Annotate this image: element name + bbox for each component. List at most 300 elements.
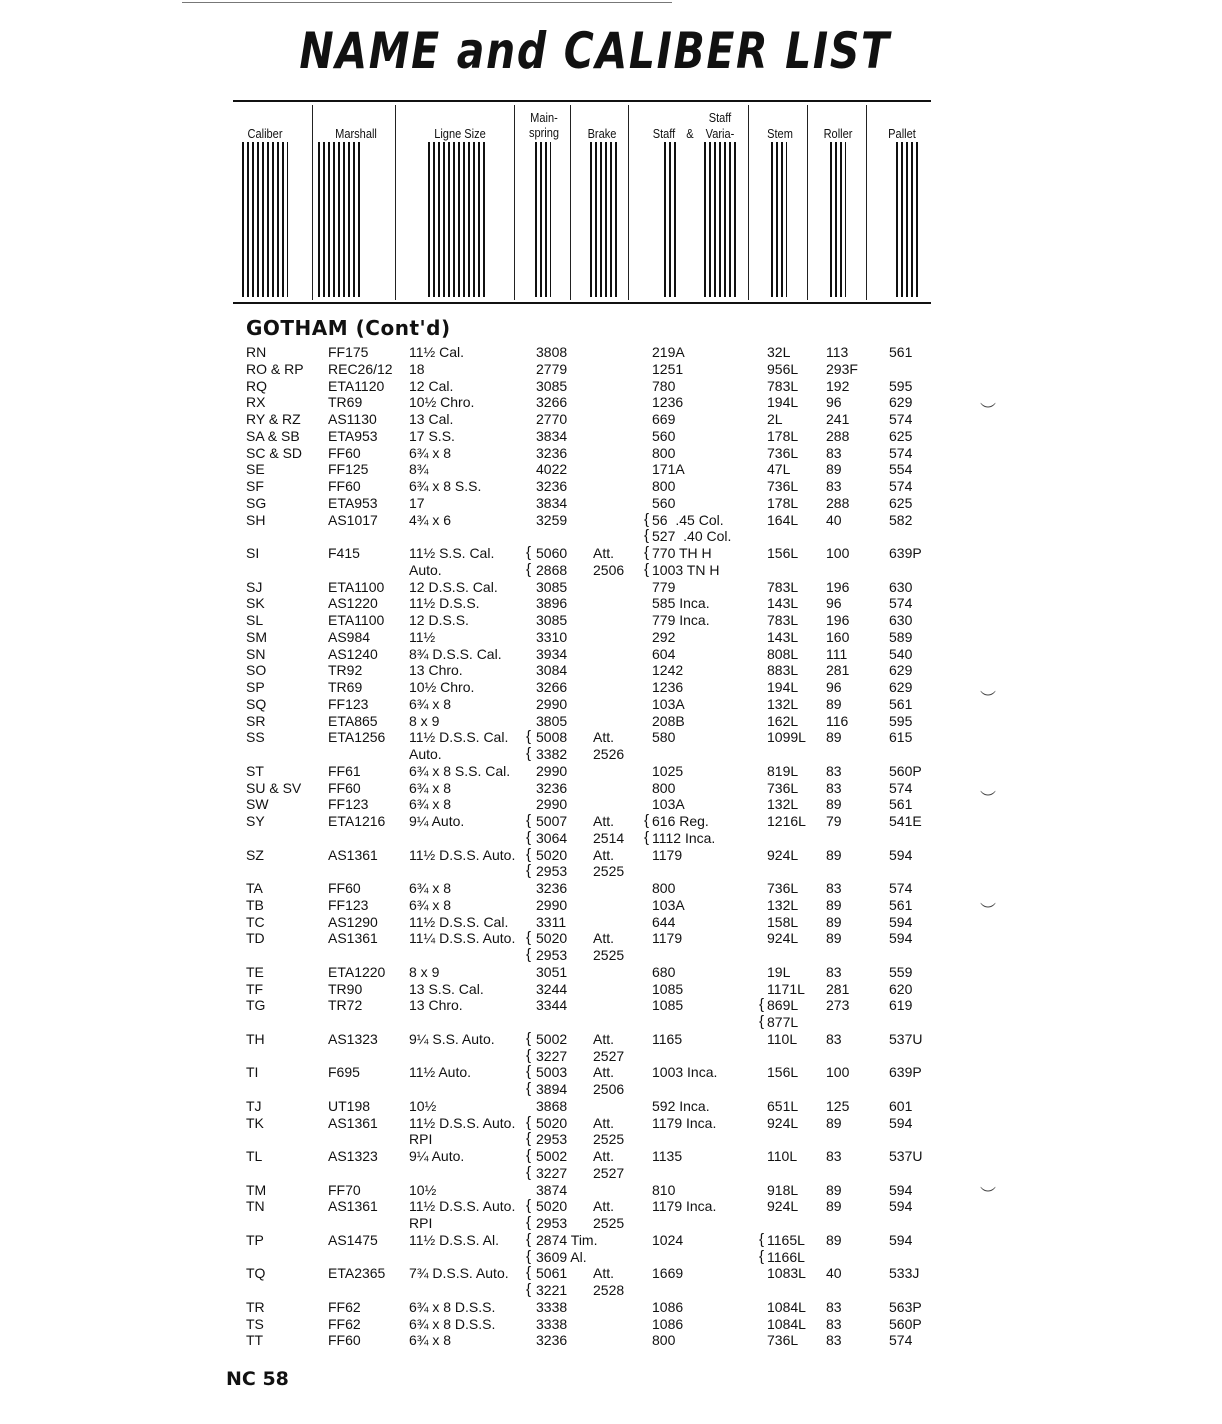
- marshall-cell: FF123: [328, 796, 369, 813]
- caliber-cell: TT: [246, 1332, 264, 1349]
- table-row: [0, 1215, 1222, 1232]
- mainspring-cell: 5007: [536, 813, 568, 829]
- mainspring-cell: 3244: [536, 980, 568, 997]
- caliber-cell: RQ: [246, 377, 267, 394]
- stem-cell: 1084L: [767, 1298, 806, 1315]
- page-number: NC 58: [226, 1368, 289, 1390]
- roller-cell: 100: [826, 1064, 850, 1081]
- ligne-size-cell: Auto.: [409, 746, 442, 762]
- brake-cell: Att.: [593, 1265, 615, 1282]
- staff-cell: 604: [652, 645, 676, 662]
- pallet-cell: 537U: [889, 1030, 923, 1047]
- staff-cell: 103A: [652, 796, 685, 813]
- ligne-size-cell: 17: [409, 494, 425, 511]
- marshall-cell: F695: [328, 1064, 360, 1081]
- header-caliber: Caliber: [247, 126, 283, 141]
- marshall-cell: ETA865: [328, 712, 378, 729]
- table-row: [0, 629, 1222, 646]
- stem-cell: 132L: [767, 695, 799, 712]
- ligne-size-cell: 11¼ D.S.S. Auto.: [409, 930, 516, 947]
- stem-cell: 736L: [767, 478, 799, 494]
- table-row: [0, 863, 1222, 880]
- table-row: [0, 545, 1222, 562]
- pallet-cell: 625: [889, 494, 913, 511]
- pallet-cell: 574: [889, 595, 913, 612]
- marshall-cell: FF70: [328, 1181, 361, 1198]
- table-row: [0, 1131, 1222, 1148]
- marshall-cell: ETA1100: [328, 578, 385, 595]
- brake-cell: Att.: [593, 1198, 615, 1215]
- pallet-cell: 574: [889, 779, 913, 796]
- caliber-cell: RY & RZ: [246, 411, 301, 427]
- stem-cell: 808L: [767, 645, 799, 662]
- mainspring-cell: 3894: [536, 1081, 568, 1097]
- marshall-cell: AS1130: [328, 411, 377, 427]
- mainspring-cell: 5002: [536, 1030, 568, 1047]
- brace-mark: {: [526, 544, 532, 561]
- marshall-cell: ETA2365: [328, 1265, 386, 1282]
- caliber-cell: TS: [246, 1315, 264, 1332]
- pallet-cell: 630: [889, 578, 913, 595]
- stem-cell: 869L: [767, 997, 799, 1014]
- table-row: [0, 579, 1222, 596]
- brace-mark: {: [526, 1197, 532, 1215]
- brake-cell: Att.: [593, 846, 615, 863]
- marshall-cell: TR72: [328, 997, 363, 1014]
- stem-cell: 162L: [767, 712, 799, 729]
- mainspring-cell: 2770: [536, 411, 568, 427]
- table-row: [0, 411, 1222, 428]
- roller-cell: 89: [826, 461, 842, 478]
- brace-mark: {: [526, 1281, 532, 1298]
- marshall-cell: ETA1120: [328, 377, 385, 394]
- brace-mark: {: [759, 1230, 765, 1248]
- mainspring-cell: 2953: [536, 947, 568, 963]
- brake-cell: 2528: [593, 1282, 625, 1298]
- column-separator: [395, 105, 396, 300]
- mainspring-cell: 3051: [536, 963, 568, 980]
- table-row: [0, 696, 1222, 713]
- mainspring-cell: 2990: [536, 762, 568, 779]
- header-variations-sub: [704, 142, 736, 297]
- brace-mark: {: [759, 996, 765, 1014]
- table-row: [0, 947, 1222, 964]
- roller-cell: 83: [826, 963, 842, 980]
- mainspring-cell: 3085: [536, 377, 568, 394]
- mainspring-cell: 5020: [536, 1198, 568, 1215]
- caliber-cell: SO: [246, 662, 267, 679]
- pallet-cell: 574: [889, 444, 913, 461]
- ligne-size-cell: 10½ Chro.: [409, 679, 475, 695]
- table-row: [0, 997, 1222, 1014]
- caliber-cell: TA: [246, 880, 263, 896]
- brake-cell: 2525: [593, 1215, 625, 1231]
- table-row: [0, 1182, 1222, 1199]
- table-row: [0, 1014, 1222, 1031]
- caliber-cell: SU & SV: [246, 779, 302, 796]
- mainspring-cell: 5020: [536, 930, 568, 947]
- roller-cell: 89: [826, 930, 842, 947]
- ligne-size-cell: 6¾ x 8 D.S.S.: [409, 1315, 496, 1332]
- caliber-cell: SI: [246, 545, 260, 561]
- header-marshall: Marshall: [335, 126, 377, 141]
- ligne-size-cell: RPI: [409, 1131, 433, 1148]
- pallet-cell: 537U: [889, 1148, 923, 1164]
- stem-cell: 110L: [767, 1030, 798, 1047]
- marshall-cell: F415: [328, 545, 360, 561]
- marshall-cell: FF61: [328, 762, 361, 779]
- marshall-cell: FF60: [328, 779, 361, 796]
- marshall-cell: FF60: [328, 1332, 361, 1349]
- roller-cell: 89: [826, 729, 842, 746]
- roller-cell: 79: [826, 813, 842, 829]
- staff-cell: 585 Inca.: [652, 595, 710, 612]
- ligne-size-cell: 11½ D.S.S. Cal.: [409, 913, 509, 930]
- mainspring-cell: 3227: [536, 1047, 568, 1064]
- table-row: [0, 1299, 1222, 1316]
- header-variations: Varia-: [705, 126, 735, 141]
- caliber-cell: TJ: [246, 1097, 262, 1114]
- table-row: [0, 930, 1222, 947]
- marshall-cell: ETA1256: [328, 729, 386, 746]
- brace-mark: {: [526, 1113, 532, 1131]
- table-row: [0, 1282, 1222, 1299]
- staff-cell: 1003 Inca.: [652, 1064, 718, 1081]
- top-rule: [182, 2, 672, 3]
- mainspring-cell: 3311: [536, 913, 567, 930]
- stem-cell: 32L: [767, 344, 791, 360]
- margin-mark: ︶: [980, 903, 997, 920]
- table-row: [0, 528, 1222, 545]
- pallet-cell: 559: [889, 963, 913, 980]
- staff-cell: 810: [652, 1181, 676, 1198]
- marshall-cell: ETA953: [328, 494, 378, 511]
- caliber-cell: SR: [246, 712, 266, 729]
- caliber-cell: RX: [246, 394, 266, 411]
- ligne-size-cell: RPI: [409, 1215, 433, 1231]
- ligne-size-cell: 12 Cal.: [409, 377, 454, 394]
- ligne-size-cell: 9¼ S.S. Auto.: [409, 1030, 495, 1047]
- mainspring-cell: 3266: [536, 394, 568, 411]
- brace-mark: {: [526, 1130, 532, 1148]
- margin-mark: ︶: [980, 403, 997, 420]
- table-row: [0, 964, 1222, 981]
- mainspring-cell: 3064: [536, 829, 568, 846]
- mainspring-cell: 5061: [536, 1265, 568, 1282]
- stem-cell: 1099L: [767, 729, 806, 746]
- ligne-size-cell: 11½ D.S.S. Al.: [409, 1231, 500, 1248]
- roller-cell: 288: [826, 427, 850, 444]
- mainspring-cell: 3236: [536, 478, 568, 494]
- table-row: [0, 1249, 1222, 1266]
- caliber-cell: SN: [246, 645, 266, 662]
- staff-cell: 1179: [652, 930, 683, 947]
- staff-cell: 56 .45 Col.: [652, 511, 724, 528]
- marshall-cell: FF62: [328, 1315, 361, 1332]
- brace-mark: {: [526, 828, 532, 846]
- ligne-size-cell: 12 D.S.S. Cal.: [409, 578, 498, 595]
- header-roller: Roller: [823, 126, 853, 141]
- roller-cell: 89: [826, 913, 842, 930]
- brake-cell: 2527: [593, 1047, 625, 1064]
- mainspring-cell: 2953: [536, 1215, 568, 1231]
- stem-cell: 143L: [767, 595, 799, 612]
- ligne-size-cell: 9¼ Auto.: [409, 813, 465, 829]
- staff-cell: 779: [652, 578, 676, 595]
- caliber-cell: TN: [246, 1198, 265, 1215]
- ligne-size-cell: 6¾ x 8: [409, 880, 452, 896]
- mainspring-cell: 3236: [536, 444, 568, 461]
- caliber-cell: TC: [246, 913, 265, 930]
- marshall-cell: FF125: [328, 461, 369, 478]
- caliber-cell: SG: [246, 494, 267, 511]
- staff-cell: 770 TH H: [652, 545, 712, 561]
- marshall-cell: REC26/12: [328, 360, 393, 377]
- pallet-cell: 595: [889, 377, 913, 394]
- stem-cell: 156L: [767, 1064, 799, 1081]
- table-row: [0, 1165, 1222, 1182]
- table-row: [0, 512, 1222, 529]
- staff-cell: 644: [652, 913, 676, 930]
- brace-mark: {: [526, 845, 532, 863]
- pallet-cell: 594: [889, 930, 913, 947]
- table-row: [0, 344, 1222, 361]
- roller-cell: 40: [826, 1265, 842, 1282]
- brace-mark: {: [644, 544, 650, 561]
- stem-cell: 736L: [767, 1332, 799, 1349]
- stem-cell: 736L: [767, 444, 799, 461]
- staff-cell: 1085: [652, 997, 684, 1014]
- brake-cell: Att.: [593, 1114, 615, 1131]
- table-row: [0, 847, 1222, 864]
- stem-cell: 924L: [767, 1198, 799, 1215]
- mainspring-cell: 3310: [536, 628, 568, 645]
- mainspring-cell: 3084: [536, 662, 568, 679]
- staff-cell: 1669: [652, 1265, 684, 1282]
- pallet-cell: 629: [889, 394, 913, 411]
- mainspring-cell: 2990: [536, 695, 568, 712]
- stem-cell: 1165L: [767, 1231, 805, 1248]
- brake-cell: Att.: [593, 1064, 615, 1081]
- brace-mark: {: [526, 1163, 532, 1181]
- marshall-cell: FF123: [328, 896, 369, 913]
- header-stem: Stem: [767, 126, 793, 141]
- staff-cell: 1242: [652, 662, 684, 679]
- brace-mark: {: [526, 1214, 532, 1231]
- roller-cell: 293F: [826, 360, 858, 377]
- marshall-cell: AS1240: [328, 645, 378, 662]
- marshall-cell: ETA953: [328, 427, 378, 444]
- pallet-cell: 615: [889, 729, 913, 746]
- stem-cell: 819L: [767, 762, 799, 779]
- stem-cell: 1171L: [767, 980, 805, 997]
- mainspring-cell: 2874 Tim.: [536, 1231, 598, 1248]
- mainspring-cell: 5003: [536, 1064, 568, 1081]
- pallet-cell: 540: [889, 645, 913, 662]
- stem-cell: 194L: [767, 679, 799, 695]
- table-row: [0, 1031, 1222, 1048]
- stem-cell: 164L: [767, 511, 799, 528]
- brake-cell: Att.: [593, 930, 615, 947]
- stem-cell: 736L: [767, 880, 799, 896]
- brake-cell: 2506: [593, 1081, 625, 1097]
- ligne-size-cell: 8 x 9: [409, 963, 440, 980]
- mainspring-cell: 2990: [536, 896, 568, 913]
- mainspring-cell: 4022: [536, 461, 568, 478]
- pallet-cell: 594: [889, 1181, 913, 1198]
- column-separator: [866, 105, 867, 300]
- marshall-cell: TR69: [328, 679, 363, 695]
- brace-mark: {: [526, 929, 532, 947]
- brake-cell: 2514: [593, 829, 625, 846]
- ligne-size-cell: 11½ D.S.S. Auto.: [409, 1198, 516, 1215]
- roller-cell: 83: [826, 1298, 842, 1315]
- mainspring-cell: 2779: [536, 360, 568, 377]
- staff-cell: 1086: [652, 1315, 684, 1332]
- staff-cell: 1179 Inca.: [652, 1114, 717, 1131]
- pallet-cell: 639P: [889, 1064, 922, 1081]
- staff-cell: 780: [652, 377, 676, 394]
- ligne-size-cell: 11½ S.S. Cal.: [409, 545, 495, 561]
- brace-mark: {: [526, 1080, 532, 1097]
- stem-cell: 924L: [767, 846, 799, 863]
- roller-cell: 83: [826, 880, 842, 896]
- roller-cell: 113: [826, 344, 849, 360]
- caliber-cell: SH: [246, 511, 266, 528]
- stem-cell: 178L: [767, 427, 799, 444]
- caliber-cell: TB: [246, 896, 264, 913]
- marshall-cell: FF60: [328, 880, 361, 896]
- brake-cell: 2526: [593, 746, 625, 762]
- stem-cell: 143L: [767, 628, 799, 645]
- staff-cell: 527 .40 Col.: [652, 528, 732, 545]
- mainspring-cell: 3227: [536, 1164, 568, 1181]
- table-row: [0, 780, 1222, 797]
- roller-cell: 192: [826, 377, 850, 394]
- ligne-size-cell: 8¾: [409, 461, 429, 478]
- brake-cell: Att.: [593, 545, 615, 561]
- margin-mark: ︶: [980, 791, 997, 808]
- marshall-cell: AS1361: [328, 846, 378, 863]
- roller-cell: 89: [826, 1198, 842, 1215]
- stem-cell: 1216L: [767, 813, 806, 829]
- roller-cell: 116: [826, 712, 849, 729]
- brace-mark: {: [759, 1247, 765, 1265]
- margin-mark: ︶: [980, 691, 997, 708]
- pallet-cell: 560P: [889, 1315, 922, 1332]
- stem-cell: 883L: [767, 662, 799, 679]
- stem-cell: 783L: [767, 612, 799, 628]
- ligne-size-cell: 11½ D.S.S. Auto.: [409, 846, 516, 863]
- header-roller-sub: [830, 142, 846, 297]
- ligne-size-cell: 6¾ x 8: [409, 1332, 452, 1349]
- mainspring-cell: 5020: [536, 846, 568, 863]
- mainspring-cell: 3236: [536, 880, 568, 896]
- caliber-cell: RN: [246, 344, 267, 360]
- mainspring-cell: 2953: [536, 863, 568, 880]
- column-separator: [748, 105, 749, 300]
- header-marshall-sub: [318, 142, 360, 297]
- staff-cell: 669: [652, 411, 676, 427]
- caliber-cell: TP: [246, 1231, 264, 1248]
- pallet-cell: 594: [889, 913, 913, 930]
- ligne-size-cell: 11½: [409, 628, 436, 645]
- column-separator: [570, 105, 571, 300]
- table-row: [0, 595, 1222, 612]
- marshall-cell: AS1220: [328, 595, 378, 612]
- stem-cell: 1083L: [767, 1265, 806, 1282]
- caliber-cell: SF: [246, 478, 264, 494]
- brace-mark: {: [759, 1013, 765, 1030]
- table-row: [0, 830, 1222, 847]
- column-separator: [807, 105, 808, 300]
- table-row: [0, 562, 1222, 579]
- marshall-cell: FF62: [328, 1298, 361, 1315]
- roller-cell: 196: [826, 612, 850, 628]
- staff-cell: 800: [652, 478, 676, 494]
- marshall-cell: AS1323: [328, 1030, 378, 1047]
- brake-cell: Att.: [593, 813, 615, 829]
- caliber-cell: SM: [246, 628, 267, 645]
- staff-cell: 1086: [652, 1298, 684, 1315]
- roller-cell: 196: [826, 578, 850, 595]
- mainspring-cell: 3236: [536, 1332, 568, 1349]
- ligne-size-cell: 18: [409, 360, 425, 377]
- ligne-size-cell: 6¾ x 8: [409, 896, 452, 913]
- header-staff-top: Staff: [708, 110, 732, 125]
- ligne-size-cell: Auto.: [409, 561, 442, 578]
- table-row: [0, 612, 1222, 629]
- mainspring-cell: 2868: [536, 561, 568, 578]
- mainspring-cell: 3259: [536, 511, 568, 528]
- staff-cell: 1251: [652, 360, 684, 377]
- table-row: [0, 1332, 1222, 1349]
- column-separator: [312, 105, 313, 300]
- roller-cell: 83: [826, 1148, 842, 1164]
- ligne-size-cell: 12 D.S.S.: [409, 612, 469, 628]
- caliber-cell: RO & RP: [246, 360, 304, 377]
- pallet-cell: 561: [889, 796, 913, 813]
- table-row: [0, 1064, 1222, 1081]
- stem-cell: 2L: [767, 411, 783, 427]
- table-row: [0, 646, 1222, 663]
- stem-cell: 110L: [767, 1148, 798, 1164]
- brace-mark: {: [526, 1230, 532, 1248]
- brace-mark: {: [526, 1247, 532, 1265]
- caliber-cell: TR: [246, 1298, 265, 1315]
- stem-cell: 783L: [767, 377, 799, 394]
- ligne-size-cell: 10½ Chro.: [409, 394, 475, 411]
- ligne-size-cell: 13 Chro.: [409, 997, 463, 1014]
- brace-mark: {: [644, 560, 650, 578]
- brake-cell: 2527: [593, 1164, 625, 1181]
- caliber-cell: TH: [246, 1030, 265, 1047]
- ligne-size-cell: 11½ Auto.: [409, 1064, 472, 1081]
- pallet-cell: 630: [889, 612, 913, 628]
- roller-cell: 96: [826, 595, 842, 612]
- brake-cell: 2525: [593, 863, 625, 880]
- header-ligne-sub: [428, 142, 488, 297]
- marshall-cell: TR90: [328, 980, 363, 997]
- mainspring-cell: 3609 Al.: [536, 1248, 587, 1265]
- table-row: [0, 897, 1222, 914]
- roller-cell: 83: [826, 1315, 842, 1332]
- marshall-cell: ETA1220: [328, 963, 386, 980]
- roller-cell: 83: [826, 478, 842, 494]
- table-row: [0, 1081, 1222, 1098]
- ligne-size-cell: 10½: [409, 1181, 437, 1198]
- staff-cell: 292: [652, 628, 676, 645]
